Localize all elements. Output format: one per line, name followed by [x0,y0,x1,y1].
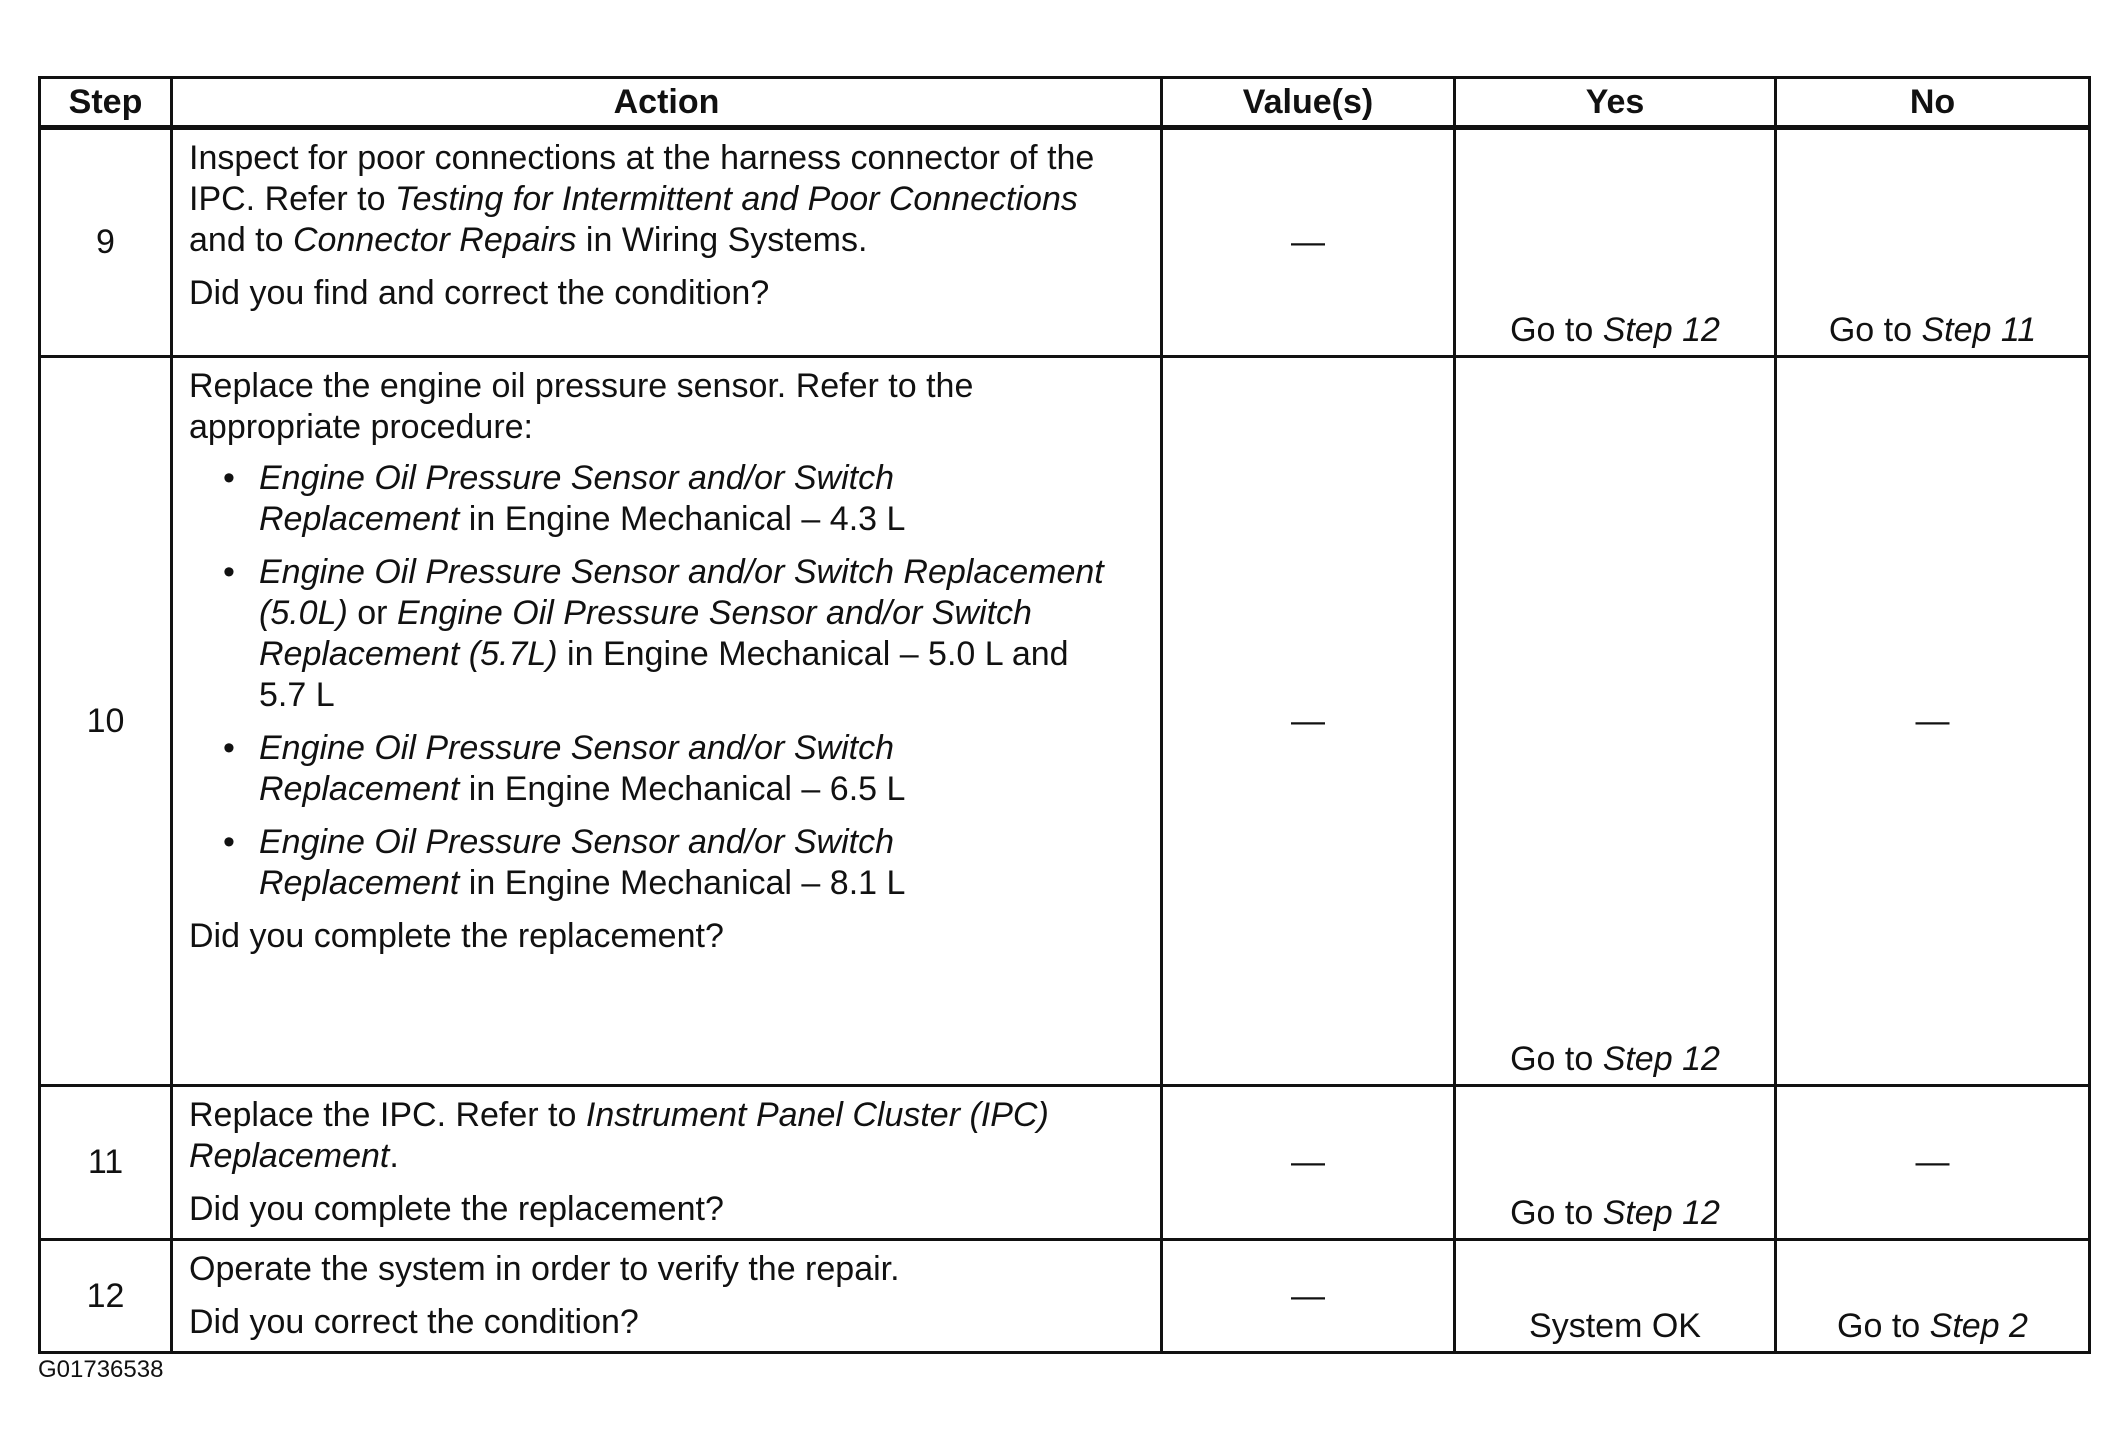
yes-cell: Go to Step 12 [1455,128,1776,357]
step-reference: Step 12 [1602,1040,1720,1078]
bullet-icon: • [223,553,235,591]
action-question: Did you complete the replacement? [189,917,724,955]
yes-cell: Go to Step 12 [1455,357,1776,1086]
reference-link: Engine Oil Pressure Sensor and/or Switch Replacement [259,459,894,538]
action-cell [172,1086,1162,1240]
table-row-step-9 [40,128,2090,357]
table-row-step-10 [40,357,2090,1086]
reference-link: Engine Oil Pressure Sensor and/or Switch Replacement [259,729,894,808]
step-reference: Step 12 [1602,1194,1720,1232]
reference-link: Engine Oil Pressure Sensor and/or Switch Replacement [259,823,894,902]
figure-id: G01736538 [38,1356,164,1383]
header-no: No [1776,78,2090,128]
list-item: • Engine Oil Pressure Sensor and/or Switch Replacement in Engine Mechanical – 6.5 L [223,729,906,808]
list-item: • Engine Oil Pressure Sensor and/or Switch Replacement in Engine Mechanical – 8.1 L [223,823,906,902]
action-question: Did you complete the replacement? [189,1190,724,1228]
table-row-step-11 [40,1086,2090,1240]
bullet-icon: • [223,459,235,497]
reference-link: Engine Oil Pressure Sensor and/or Switch Replacement (5.0L) [259,553,1104,632]
step-number: 10 [40,357,172,1086]
step-number: 9 [40,128,172,357]
value-cell: — [1162,1240,1455,1353]
action-instruction: Operate the system in order to verify the repair. [189,1250,900,1288]
bullet-icon: • [223,729,235,767]
procedure-list [189,458,1144,904]
step-reference: Step 11 [1921,311,2037,349]
yes-cell: Go to Step 12 [1455,1086,1776,1240]
list-item: • Engine Oil Pressure Sensor and/or Switch Replacement in Engine Mechanical – 4.3 L [223,459,906,538]
reference-link: Engine Oil Pressure Sensor and/or Switch Replacement (5.7L) [259,594,1032,673]
action-instruction: Replace the engine oil pressure sensor. Refer to the appropriate procedure: [189,367,974,446]
action-cell [172,128,1162,357]
diagnostic-table [38,76,2091,1354]
no-cell: Go to Step 11 [1776,128,2090,357]
header-row [40,78,2090,128]
value-cell: — [1162,1086,1455,1240]
yes-cell: System OK [1455,1240,1776,1353]
action-cell [172,357,1162,1086]
table-row-step-12 [40,1240,2090,1353]
bullet-icon: • [223,823,235,861]
header-step: Step [40,78,172,128]
reference-link: Testing for Intermittent and Poor Connections [394,180,1078,218]
action-instruction: Inspect for poor connections at the harness connector of the IPC. Refer to Testing for Intermittent and Poor Connections and to Connector Repairs in Wiring Systems. [189,139,1095,259]
value-cell: — [1162,128,1455,357]
table-header [40,78,2090,128]
header-action: Action [172,78,1162,128]
header-yes: Yes [1455,78,1776,128]
action-question: Did you correct the condition? [189,1303,639,1341]
step-reference: Step 12 [1602,311,1720,349]
reference-link: Connector Repairs [292,221,577,259]
action-cell [172,1240,1162,1353]
action-instruction: Replace the IPC. Refer to Instrument Panel Cluster (IPC) Replacement. [189,1096,1049,1175]
list-item: • Engine Oil Pressure Sensor and/or Switch Replacement (5.0L) or Engine Oil Pressure Sensor and/or Switch Replacement (5.7L) in Engine Mechanical – 5.0 L and 5.7 L [223,553,1104,714]
action-question: Did you find and correct the condition? [189,274,770,312]
reference-link: Instrument Panel Cluster (IPC) Replacement [189,1096,1049,1175]
header-values: Value(s) [1162,78,1455,128]
step-number: 11 [40,1086,172,1240]
no-cell: — [1776,357,2090,1086]
value-cell: — [1162,357,1455,1086]
no-cell: Go to Step 2 [1776,1240,2090,1353]
step-reference: Step 2 [1929,1307,2028,1345]
no-cell: — [1776,1086,2090,1240]
step-number: 12 [40,1240,172,1353]
